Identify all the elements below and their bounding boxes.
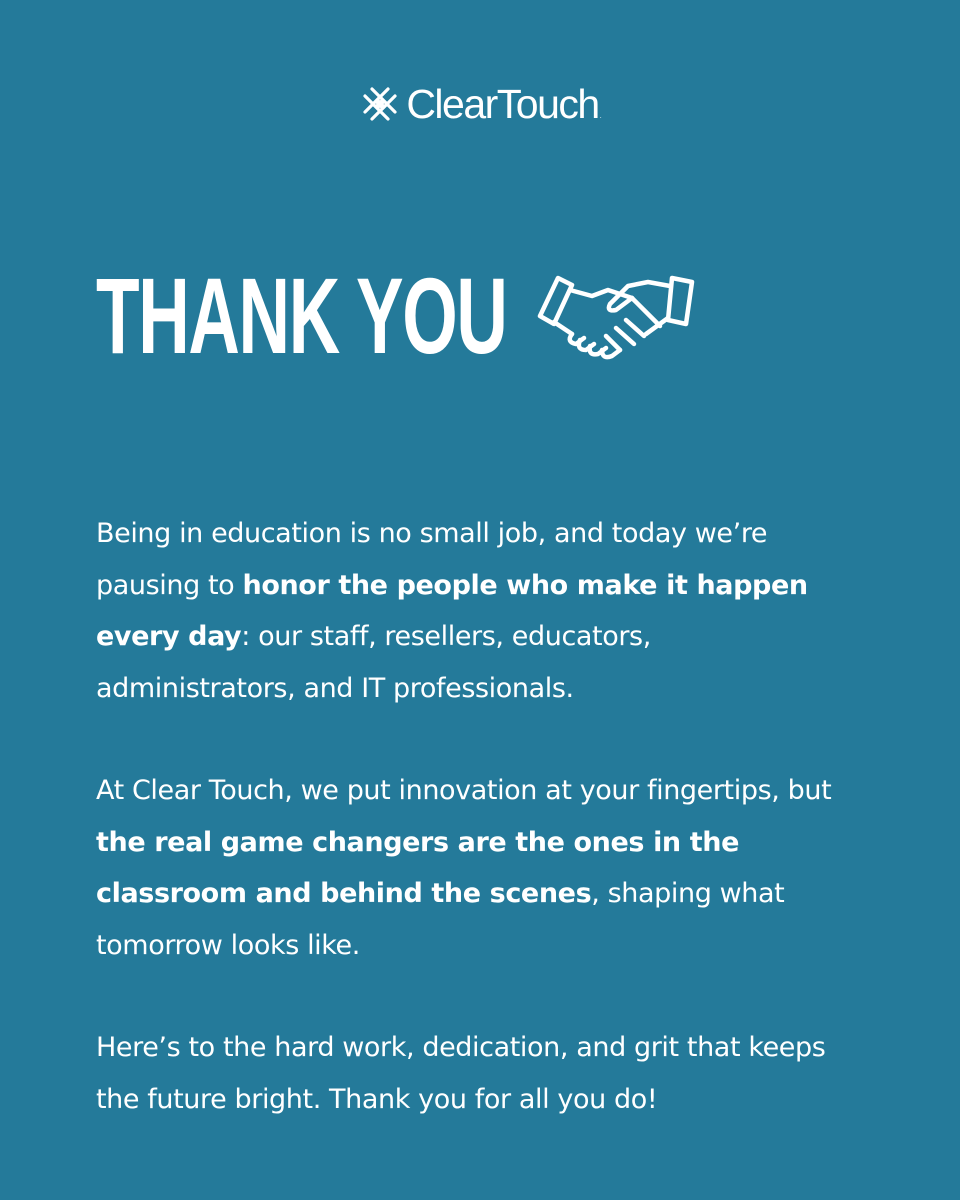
paragraph-1 xyxy=(96,508,836,714)
paragraph-1-bold: honor the people who make it happen every day xyxy=(96,569,808,652)
paragraph-3-text-1: Here’s to the hard work, dedication, and grit that keeps the future bright. Thank you for all you do! xyxy=(96,1032,826,1115)
paragraph-1-text-2: : our staff, resellers, educators, administrators, and IT professionals. xyxy=(96,621,651,704)
headline-text: THANK YOU xyxy=(96,255,507,376)
body-copy xyxy=(96,508,836,1125)
headline xyxy=(96,255,726,376)
handshake-icon xyxy=(536,272,696,364)
brand-trademark: . xyxy=(599,113,602,120)
paragraph-3 xyxy=(96,1022,836,1125)
paragraph-2-text-2: , shaping what tomorrow looks like. xyxy=(96,878,785,961)
brand-name: ClearTouch xyxy=(406,80,599,127)
paragraph-2-text-1: At Clear Touch, we put innovation at your fingertips, but xyxy=(96,775,832,806)
paragraph-2-bold: the real game changers are the ones in the classroom and behind the scenes xyxy=(96,826,739,909)
paragraph-2 xyxy=(96,765,836,971)
paragraph-1-text-1: Being in education is no small job, and today we’re pausing to xyxy=(96,518,768,601)
brand-logo xyxy=(0,82,960,126)
cleartouch-logo-icon xyxy=(358,82,402,126)
